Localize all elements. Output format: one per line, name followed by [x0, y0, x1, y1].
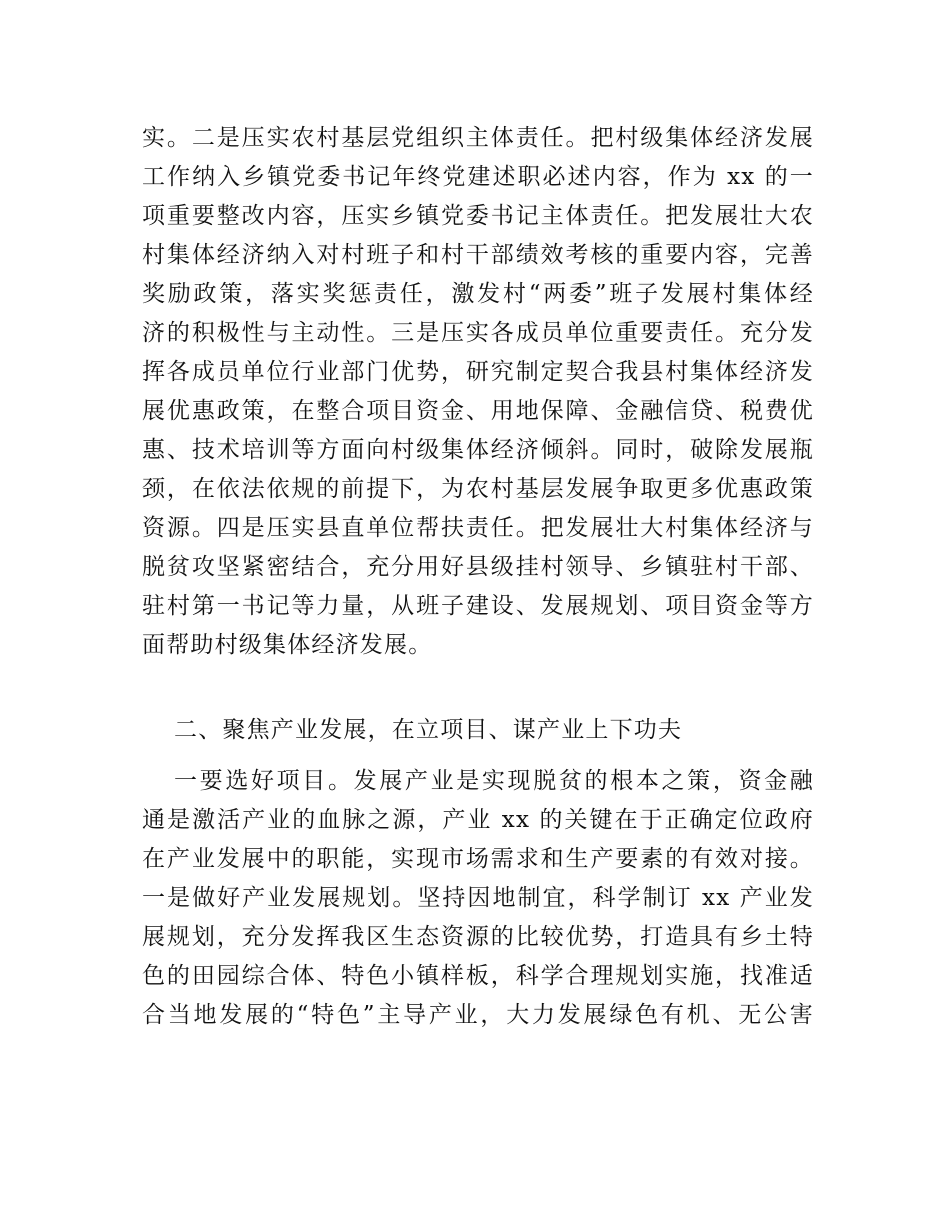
paragraph-line: 项重要整改内容，压实乡镇党委书记主体责任。把发展壮大农 [142, 203, 814, 229]
body-paragraph [142, 119, 814, 665]
paragraph-line: 村集体经济纳入对村班子和村干部绩效考核的重要内容，完善 [142, 242, 814, 268]
paragraph-line: 展规划，充分发挥我区生态资源的比较优势，打造具有乡土特 [142, 924, 814, 950]
paragraph-line: 在产业发展中的职能，实现市场需求和生产要素的有效对接。 [142, 846, 814, 872]
paragraph-line: 济的积极性与主动性。三是压实各成员单位重要责任。充分发 [142, 320, 814, 346]
paragraph-line: 奖励政策，落实奖惩责任，激发村“两委”班子发展村集体经 [142, 281, 814, 307]
paragraph-line: 合当地发展的“特色”主导产业，大力发展绿色有机、无公害 [142, 1002, 814, 1028]
paragraph-line: 一是做好产业发展规划。坚持因地制宜，科学制订 xx 产业发 [142, 885, 814, 911]
paragraph-line: 资源。四是压实县直单位帮扶责任。把发展壮大村集体经济与 [142, 515, 814, 541]
paragraph-line: 工作纳入乡镇党委书记年终党建述职必述内容，作为 xx 的一 [142, 164, 814, 190]
paragraph-line: 一要选好项目。发展产业是实现脱贫的根本之策，资金融 [174, 768, 814, 794]
body-paragraph [142, 762, 814, 1035]
paragraph-line: 面帮助村级集体经济发展。 [142, 632, 433, 658]
paragraph-line: 惠、技术培训等方面向村级集体经济倾斜。同时，破除发展瓶 [142, 437, 814, 463]
section-heading: 二、聚焦产业发展，在立项目、谋产业上下功夫 [174, 717, 683, 743]
paragraph-line: 脱贫攻坚紧密结合，充分用好县级挂村领导、乡镇驻村干部、 [142, 554, 814, 580]
paragraph-line: 实。二是压实农村基层党组织主体责任。把村级集体经济发展 [142, 125, 814, 151]
paragraph-line: 挥各成员单位行业部门优势，研究制定契合我县村集体经济发 [142, 359, 814, 385]
paragraph-line: 展优惠政策，在整合项目资金、用地保障、金融信贷、税费优 [142, 398, 814, 424]
paragraph-line: 通是激活产业的血脉之源，产业 xx 的关键在于正确定位政府 [142, 807, 814, 833]
paragraph-line: 颈，在依法依规的前提下，为农村基层发展争取更多优惠政策 [142, 476, 814, 502]
paragraph-line: 色的田园综合体、特色小镇样板，科学合理规划实施，找准适 [142, 963, 814, 989]
paragraph-line: 驻村第一书记等力量，从班子建设、发展规划、项目资金等方 [142, 593, 814, 619]
